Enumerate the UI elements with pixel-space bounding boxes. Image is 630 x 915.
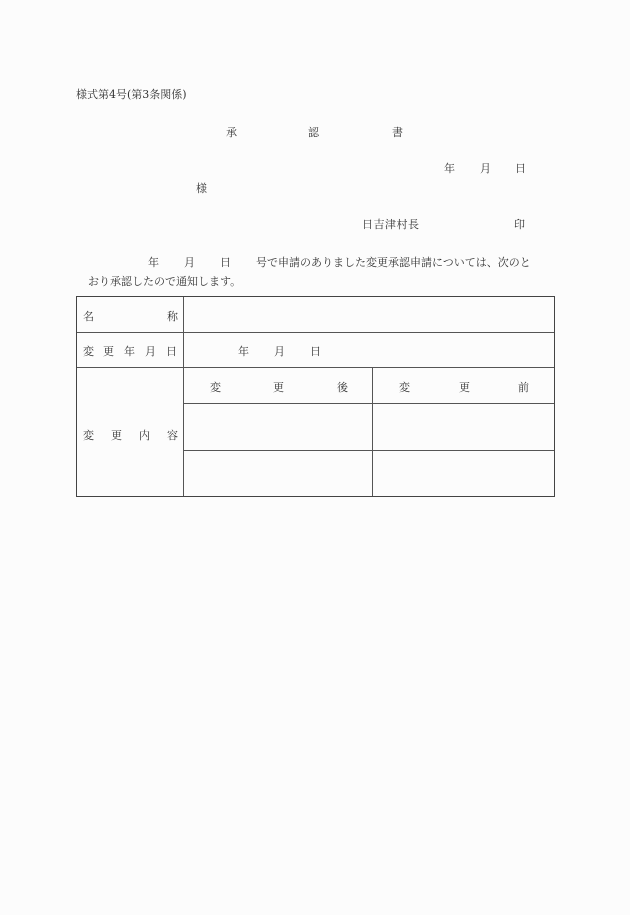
seal-mark: 印	[514, 218, 525, 231]
header-before-char: 前	[518, 381, 529, 394]
row-divider	[183, 403, 554, 404]
label-name-char: 名	[83, 310, 94, 323]
row-divider	[183, 450, 554, 451]
label-date-char: 変	[83, 345, 94, 358]
form-number: 様式第4号(第3条関係)	[76, 88, 187, 101]
column-divider	[183, 297, 184, 496]
title-char: 書	[392, 126, 403, 139]
label-content-char: 変	[83, 429, 94, 442]
title-char: 承	[226, 126, 237, 139]
approval-table	[76, 296, 555, 497]
label-date-char: 日	[166, 345, 177, 358]
change-date-month: 月	[274, 345, 285, 358]
title-char: 認	[308, 126, 319, 139]
addressee-suffix: 様	[196, 182, 207, 195]
change-date-year: 年	[238, 345, 249, 358]
date-month: 月	[480, 162, 491, 175]
label-name-char: 称	[167, 310, 178, 323]
date-year: 年	[444, 162, 455, 175]
body-text-line1: 号で申請のありました変更承認申請については、次のと	[256, 256, 531, 269]
label-date-char: 年	[124, 345, 135, 358]
header-after-char: 後	[337, 381, 348, 394]
header-before-char: 更	[459, 381, 470, 394]
issuer-name: 日吉津村長	[362, 218, 420, 231]
date-day: 日	[515, 162, 526, 175]
header-after-char: 更	[273, 381, 284, 394]
label-date-char: 月	[145, 345, 156, 358]
header-before-char: 変	[399, 381, 410, 394]
body-date-year: 年	[148, 256, 159, 269]
column-divider	[372, 367, 373, 496]
label-content-char: 更	[111, 429, 122, 442]
change-date-day: 日	[310, 345, 321, 358]
header-after-char: 変	[210, 381, 221, 394]
row-divider	[77, 367, 554, 368]
label-content-char: 容	[167, 429, 178, 442]
label-content-char: 内	[139, 429, 150, 442]
body-date-day: 日	[220, 256, 231, 269]
body-date-month: 月	[184, 256, 195, 269]
row-divider	[77, 332, 554, 333]
body-text-line2: おり承認したので通知します。	[88, 275, 242, 288]
label-date-char: 更	[103, 345, 114, 358]
